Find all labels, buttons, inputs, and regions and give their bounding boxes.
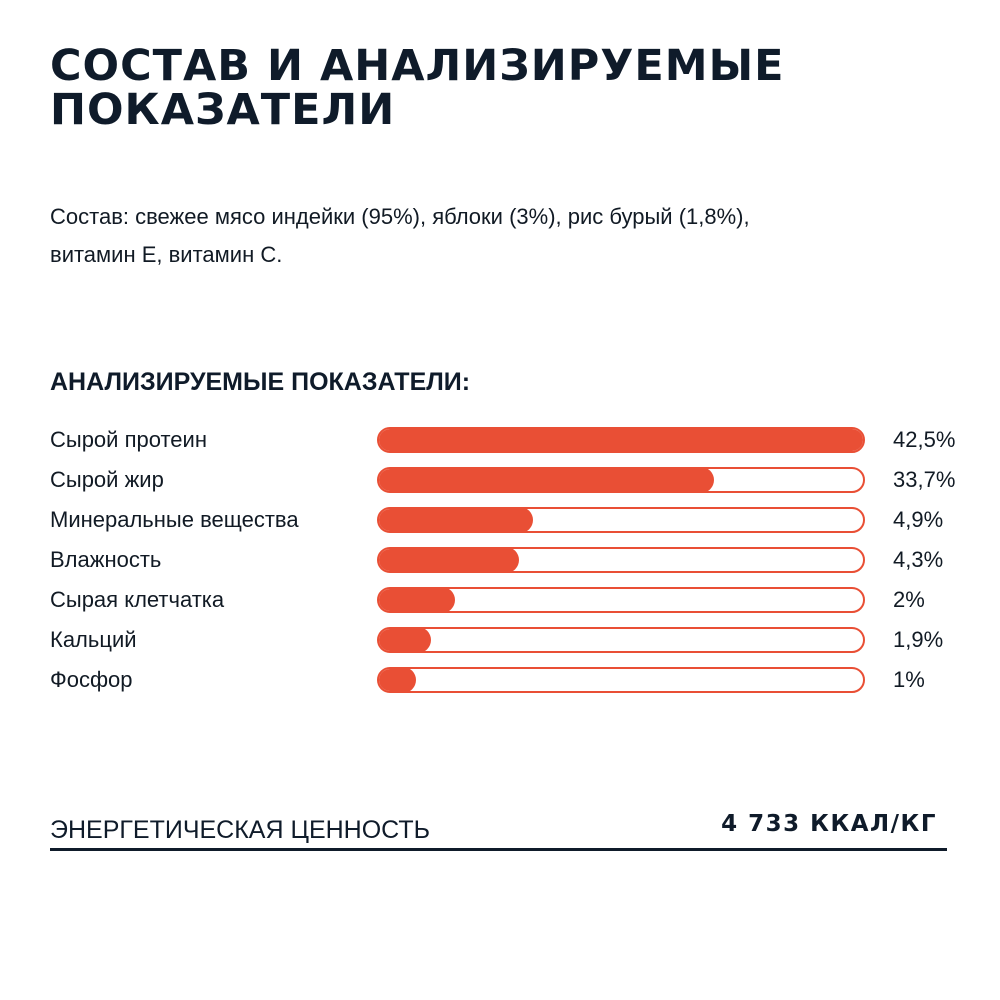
indicator-label: Кальций [50,627,137,652]
indicator-bar-fill [377,507,533,533]
indicator-bar-fill [377,627,431,653]
indicator-row [50,540,970,580]
indicator-label: Сырая клетчатка [50,587,225,612]
energy-label: ЭНЕРГЕТИЧЕСКАЯ ЦЕННОСТЬ [50,816,431,844]
indicator-bar-fill [377,467,714,493]
energy-value-row [50,808,947,851]
indicator-row [50,500,970,540]
indicator-value: 2% [893,587,925,612]
indicator-value: 1,9% [893,627,944,652]
composition-line-1: Состав: свежее мясо индейки (95%), яблоки (3%), рис бурый (1,8%), [50,204,750,229]
indicator-value: 4,3% [893,547,944,572]
indicator-bar-track [377,667,865,693]
page-title-line-2: ПОКАЗАТЕЛИ [50,85,396,135]
indicator-value: 1% [893,667,925,692]
indicator-bar-fill [377,587,455,613]
indicator-row [50,580,970,620]
composition-line-2: витамин Е, витамин С. [50,242,283,267]
indicator-label: Минеральные вещества [50,507,299,532]
composition-text [50,198,950,274]
page-title [50,41,950,135]
indicators-list [50,420,970,700]
indicator-bar-fill [377,667,416,693]
indicator-row [50,460,970,500]
indicator-value: 33,7% [893,467,956,492]
indicator-row [50,420,970,460]
page-title-line-1: СОСТАВ И АНАЛИЗИРУЕМЫЕ [50,41,785,91]
indicator-label: Сырой протеин [50,427,207,452]
indicator-bar-track [377,547,865,573]
indicator-label: Фосфор [50,667,133,692]
indicator-row [50,620,970,660]
indicator-bar-track [377,627,865,653]
indicator-label: Сырой жир [50,467,164,492]
indicator-label: Влажность [50,547,162,572]
energy-value: 4 733 ККАЛ/КГ [721,811,937,837]
indicator-bar-track [377,587,865,613]
indicator-bar-fill [377,547,519,573]
indicator-bar-fill [377,427,865,453]
indicator-value: 4,9% [893,507,944,532]
indicators-heading: АНАЛИЗИРУЕМЫЕ ПОКАЗАТЕЛИ: [50,368,471,396]
indicator-row [50,660,970,700]
indicator-bar-track [377,427,865,453]
indicator-bar-track [377,507,865,533]
indicator-value: 42,5% [893,427,956,452]
indicator-bar-track [377,467,865,493]
